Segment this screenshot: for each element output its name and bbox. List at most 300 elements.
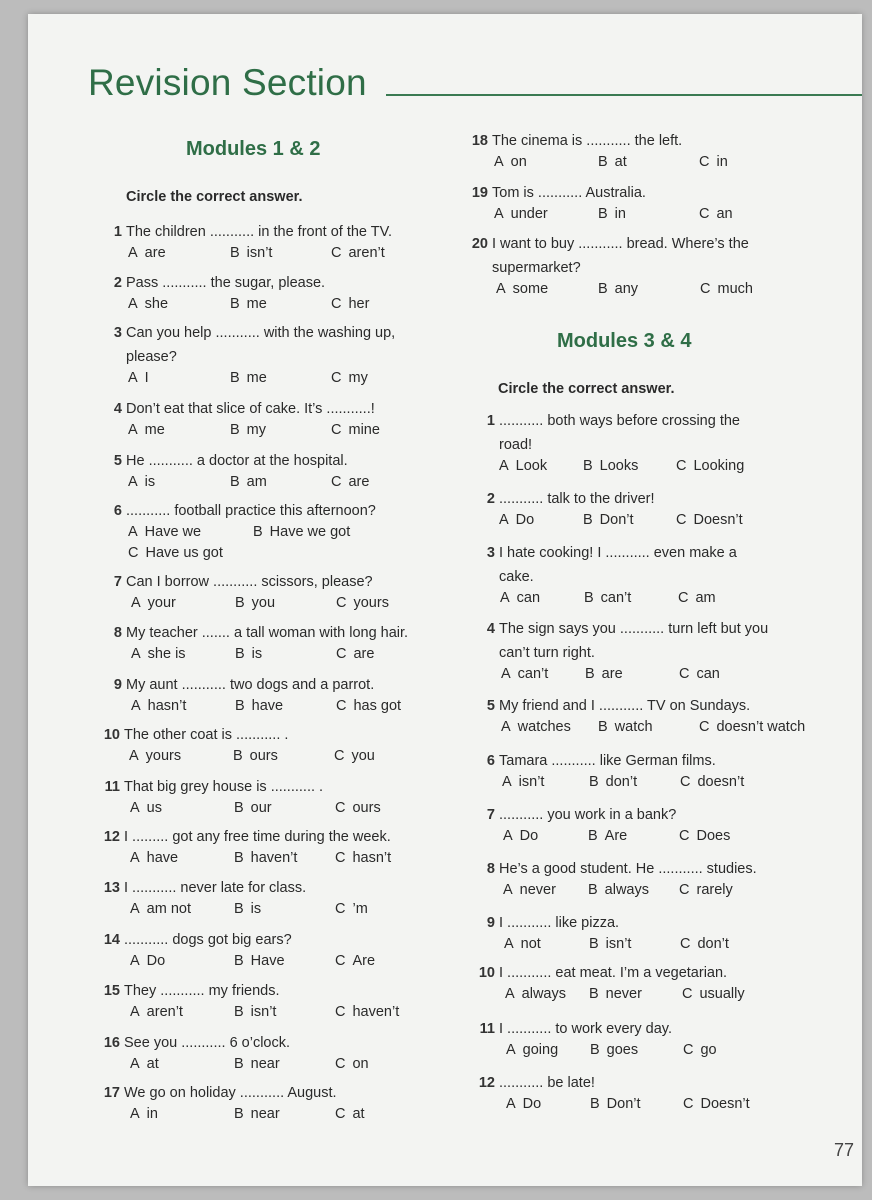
option-text: much <box>717 281 753 297</box>
answer-option-b[interactable] <box>230 419 266 442</box>
answer-option-a[interactable] <box>503 825 538 848</box>
answer-option-b[interactable] <box>234 950 285 973</box>
question-number: 20 <box>471 236 488 252</box>
option-text: on <box>352 1056 369 1072</box>
answer-option-b[interactable] <box>583 509 634 532</box>
option-text: her <box>348 296 370 312</box>
answer-option-a[interactable] <box>494 151 527 174</box>
answer-option-b[interactable] <box>234 847 297 870</box>
answer-option-a[interactable] <box>504 933 541 956</box>
question-number: 8 <box>113 625 122 641</box>
answer-option-a[interactable] <box>131 643 186 666</box>
answer-option-a[interactable] <box>128 471 155 494</box>
option-text: Do <box>146 953 166 969</box>
option-letter: B <box>234 1106 244 1122</box>
option-text: near <box>250 1106 280 1122</box>
option-text: goes <box>606 1042 639 1058</box>
option-text: have <box>146 850 179 866</box>
answer-option-c[interactable] <box>335 1103 365 1126</box>
answer-option-c[interactable] <box>680 933 729 956</box>
option-text: you <box>351 748 375 764</box>
answer-option-c[interactable] <box>335 1001 399 1024</box>
answer-option-a[interactable] <box>130 1053 159 1076</box>
option-letter: A <box>494 206 504 222</box>
question-text: My teacher ....... a tall woman with long hair. <box>126 625 409 641</box>
option-text: Are <box>604 828 628 844</box>
question-number: 7 <box>113 574 122 590</box>
answer-option-b[interactable] <box>233 745 278 768</box>
option-letter: A <box>128 422 138 438</box>
option-letter: A <box>130 1056 140 1072</box>
question-number: 13 <box>103 880 120 896</box>
option-letter: A <box>128 524 138 540</box>
option-letter: B <box>234 901 244 917</box>
option-text: am <box>695 590 716 606</box>
option-text: my <box>246 422 267 438</box>
question-text: please? <box>126 349 177 365</box>
answer-option-c[interactable] <box>700 278 753 301</box>
answer-option-c[interactable] <box>331 293 369 316</box>
answer-option-a[interactable] <box>130 1001 183 1024</box>
option-letter: A <box>131 646 141 662</box>
answer-option-a[interactable] <box>128 242 166 265</box>
option-letter: C <box>676 512 687 528</box>
option-letter: A <box>131 595 141 611</box>
option-text: near <box>250 1056 280 1072</box>
option-letter: A <box>128 370 138 386</box>
option-letter: A <box>499 458 509 474</box>
answer-option-a[interactable] <box>130 847 178 870</box>
answer-option-c[interactable] <box>682 983 745 1006</box>
option-letter: A <box>128 296 138 312</box>
option-text: me <box>246 370 267 386</box>
question-text: The children ........... in the front of the TV. <box>126 224 392 240</box>
option-text: in <box>716 154 728 170</box>
option-letter: B <box>235 595 245 611</box>
option-text: ours <box>352 800 381 816</box>
option-text: under <box>510 206 548 222</box>
answer-option-a[interactable] <box>501 663 548 686</box>
answer-option-c[interactable] <box>699 151 728 174</box>
question-number: 5 <box>486 698 495 714</box>
answer-option-c[interactable] <box>128 542 223 565</box>
answer-option-c[interactable] <box>334 745 375 768</box>
question-number: 9 <box>113 677 122 693</box>
answer-option-a[interactable] <box>506 1039 558 1062</box>
option-text: Have we got <box>269 524 351 540</box>
option-text: usually <box>699 986 745 1002</box>
question-text: supermarket? <box>492 260 581 276</box>
answer-option-c[interactable] <box>331 471 369 494</box>
answer-option-b[interactable] <box>230 471 267 494</box>
option-text: can’t <box>517 666 549 682</box>
option-letter: B <box>233 748 243 764</box>
answer-option-b[interactable] <box>590 1039 638 1062</box>
question-text: I ........... never late for class. <box>124 880 307 896</box>
option-text: Do <box>515 512 535 528</box>
option-text: are <box>144 245 166 261</box>
answer-option-a[interactable] <box>506 1093 541 1116</box>
option-text: Have us got <box>145 545 223 561</box>
option-text: on <box>510 154 527 170</box>
option-text: us <box>146 800 162 816</box>
option-text: am not <box>146 901 192 917</box>
option-letter: A <box>128 245 138 261</box>
answer-option-b[interactable] <box>584 587 631 610</box>
option-letter: C <box>679 828 690 844</box>
answer-option-c[interactable] <box>679 879 733 902</box>
question-number: 1 <box>486 413 495 429</box>
answer-option-b[interactable] <box>589 771 637 794</box>
answer-option-a[interactable] <box>130 898 191 921</box>
answer-option-c[interactable] <box>335 797 381 820</box>
answer-option-b[interactable] <box>230 367 267 390</box>
option-letter: B <box>230 296 240 312</box>
option-letter: C <box>682 986 693 1002</box>
question-number: 17 <box>103 1085 120 1101</box>
question-text: The cinema is ........... the left. <box>492 133 683 149</box>
option-text: not <box>520 936 541 952</box>
answer-option-b[interactable] <box>235 643 262 666</box>
answer-option-b[interactable] <box>234 797 272 820</box>
question-text: I ........... eat meat. I’m a vegetarian. <box>499 965 728 981</box>
answer-option-b[interactable] <box>583 455 638 478</box>
option-letter: B <box>230 474 240 490</box>
option-letter: B <box>235 698 245 714</box>
answer-option-a[interactable] <box>499 509 534 532</box>
option-text: Doesn’t <box>693 512 743 528</box>
answer-option-a[interactable] <box>499 455 547 478</box>
answer-option-a[interactable] <box>128 419 165 442</box>
option-letter: A <box>501 666 511 682</box>
option-text: your <box>147 595 176 611</box>
option-text: don’t <box>605 774 638 790</box>
option-letter: B <box>234 1056 244 1072</box>
answer-option-a[interactable] <box>130 1103 158 1126</box>
option-text: Look <box>515 458 548 474</box>
answer-option-a[interactable] <box>130 797 162 820</box>
option-letter: B <box>588 882 598 898</box>
question-text: That big grey house is ........... . <box>124 779 324 795</box>
option-letter: C <box>676 458 687 474</box>
answer-option-c[interactable] <box>678 587 716 610</box>
option-letter: A <box>499 512 509 528</box>
option-text: mine <box>348 422 380 438</box>
question-number: 6 <box>486 753 495 769</box>
answer-option-a[interactable] <box>128 293 168 316</box>
question-text: ........... dogs got big ears? <box>124 932 292 948</box>
question-number: 3 <box>486 545 495 561</box>
question-text: He’s a good student. He ........... studies. <box>499 861 757 877</box>
option-letter: C <box>699 154 710 170</box>
option-letter: A <box>506 1042 516 1058</box>
question-text: I hate cooking! I ........... even make a <box>499 545 737 561</box>
option-text: an <box>716 206 733 222</box>
option-letter: B <box>234 953 244 969</box>
option-letter: A <box>130 800 140 816</box>
option-letter: C <box>334 748 345 764</box>
question-number: 4 <box>113 401 122 417</box>
option-text: me <box>144 422 165 438</box>
question-number: 14 <box>103 932 120 948</box>
answer-option-c[interactable] <box>683 1093 750 1116</box>
option-letter: B <box>598 719 608 735</box>
answer-option-b[interactable] <box>585 663 623 686</box>
option-letter: C <box>679 882 690 898</box>
answer-option-b[interactable] <box>590 1093 641 1116</box>
question-number: 2 <box>486 491 495 507</box>
answer-option-c[interactable] <box>335 1053 369 1076</box>
option-text: doesn’t <box>697 774 745 790</box>
option-letter: B <box>234 850 244 866</box>
option-letter: A <box>128 474 138 490</box>
option-text: can’t <box>600 590 632 606</box>
question-number: 5 <box>113 453 122 469</box>
answer-option-a[interactable] <box>128 521 201 544</box>
question-text: ........... you work in a bank? <box>499 807 677 823</box>
option-text: yours <box>145 748 182 764</box>
option-text: are <box>601 666 623 682</box>
answer-option-a[interactable] <box>496 278 548 301</box>
option-letter: C <box>678 590 689 606</box>
question-number: 11 <box>479 1021 495 1037</box>
option-text: I <box>144 370 149 386</box>
answer-option-a[interactable] <box>505 983 566 1006</box>
answer-option-c[interactable] <box>331 367 368 390</box>
answer-option-b[interactable] <box>598 203 626 226</box>
question-number: 4 <box>486 621 495 637</box>
answer-option-a[interactable] <box>131 592 176 615</box>
answer-option-c[interactable] <box>335 898 368 921</box>
option-text: am <box>246 474 267 490</box>
answer-option-c[interactable] <box>331 242 385 265</box>
answer-option-a[interactable] <box>130 950 165 973</box>
option-text: has got <box>353 698 402 714</box>
answer-option-b[interactable] <box>588 825 627 848</box>
answer-option-c[interactable] <box>699 203 733 226</box>
answer-option-c[interactable] <box>336 695 401 718</box>
option-letter: C <box>683 1042 694 1058</box>
option-letter: A <box>503 882 513 898</box>
answer-option-b[interactable] <box>598 151 627 174</box>
option-letter: C <box>679 666 690 682</box>
option-text: you <box>251 595 276 611</box>
option-text: Are <box>352 953 376 969</box>
question-text: can’t turn right. <box>499 645 595 661</box>
answer-option-c[interactable] <box>335 847 391 870</box>
question-text: Can I borrow ........... scissors, please? <box>126 574 373 590</box>
option-letter: B <box>234 1004 244 1020</box>
question-text: We go on holiday ........... August. <box>124 1085 337 1101</box>
option-letter: C <box>335 901 346 917</box>
option-letter: A <box>130 901 140 917</box>
option-letter: C <box>699 719 710 735</box>
option-text: rarely <box>696 882 733 898</box>
option-text: aren’t <box>146 1004 183 1020</box>
question-number: 3 <box>113 325 122 341</box>
option-text: isn’t <box>246 245 273 261</box>
option-text: never <box>605 986 642 1002</box>
answer-option-b[interactable] <box>598 278 638 301</box>
option-text: always <box>604 882 649 898</box>
option-text: is <box>250 901 262 917</box>
question-number: 1 <box>113 224 122 240</box>
answer-option-b[interactable] <box>234 1103 280 1126</box>
section-instruction: Circle the correct answer. <box>498 381 675 397</box>
answer-option-c[interactable] <box>679 663 720 686</box>
answer-option-a[interactable] <box>129 745 181 768</box>
section-instruction: Circle the correct answer. <box>126 189 303 205</box>
option-letter: A <box>130 1004 140 1020</box>
answer-option-c[interactable] <box>699 716 805 739</box>
answer-option-c[interactable] <box>679 825 730 848</box>
answer-option-a[interactable] <box>500 587 540 610</box>
answer-option-a[interactable] <box>501 716 571 739</box>
option-text: any <box>614 281 639 297</box>
option-letter: A <box>506 1096 516 1112</box>
option-text: isn’t <box>518 774 545 790</box>
option-text: don’t <box>697 936 729 952</box>
option-text: can <box>696 666 720 682</box>
option-text: can <box>516 590 541 606</box>
option-letter: C <box>700 281 711 297</box>
question-number: 7 <box>486 807 495 823</box>
option-letter: C <box>331 474 342 490</box>
answer-option-b[interactable] <box>234 1053 280 1076</box>
option-letter: B <box>589 986 599 1002</box>
option-text: never <box>519 882 556 898</box>
page-number: 77 <box>834 1140 855 1160</box>
option-letter: C <box>336 698 347 714</box>
question-text: ........... talk to the driver! <box>499 491 655 507</box>
option-letter: B <box>234 800 244 816</box>
option-text: hasn’t <box>352 850 392 866</box>
question-text: ........... both ways before crossing the <box>499 413 740 429</box>
option-letter: B <box>589 936 599 952</box>
option-letter: C <box>699 206 710 222</box>
answer-option-b[interactable] <box>234 898 261 921</box>
question-text: See you ........... 6 o’clock. <box>124 1035 291 1051</box>
question-number: 8 <box>486 861 495 877</box>
option-letter: C <box>128 545 139 561</box>
option-text: are <box>348 474 370 490</box>
option-text: she <box>144 296 169 312</box>
answer-option-a[interactable] <box>494 203 548 226</box>
answer-option-c[interactable] <box>676 455 744 478</box>
answer-option-a[interactable] <box>131 695 186 718</box>
option-text: is <box>251 646 263 662</box>
answer-option-c[interactable] <box>331 419 380 442</box>
answer-option-b[interactable] <box>230 293 267 316</box>
option-text: Don’t <box>599 512 634 528</box>
answer-option-a[interactable] <box>502 771 544 794</box>
answer-option-c[interactable] <box>680 771 744 794</box>
answer-option-c[interactable] <box>336 643 374 666</box>
option-letter: A <box>496 281 506 297</box>
answer-option-b[interactable] <box>598 716 653 739</box>
option-letter: C <box>680 936 691 952</box>
option-letter: A <box>130 953 140 969</box>
option-letter: C <box>336 646 347 662</box>
option-letter: C <box>680 774 691 790</box>
answer-option-b[interactable] <box>588 879 649 902</box>
question-number: 11 <box>104 779 120 795</box>
question-text: Tamara ........... like German films. <box>499 753 716 769</box>
option-text: yours <box>353 595 389 611</box>
answer-option-b[interactable] <box>230 242 272 265</box>
option-letter: C <box>683 1096 694 1112</box>
option-text: me <box>246 296 267 312</box>
question-text: I ........... to work every day. <box>499 1021 672 1037</box>
option-text: Have <box>250 953 285 969</box>
question-text: ........... football practice this afternoon? <box>126 503 376 519</box>
title-rule <box>386 94 862 96</box>
answer-option-b[interactable] <box>589 933 631 956</box>
answer-option-c[interactable] <box>336 592 389 615</box>
option-text: at <box>146 1056 159 1072</box>
question-number: 6 <box>113 503 122 519</box>
option-text: isn’t <box>250 1004 277 1020</box>
option-letter: C <box>331 370 342 386</box>
option-text: going <box>522 1042 559 1058</box>
answer-option-c[interactable] <box>335 950 375 973</box>
option-letter: B <box>253 524 263 540</box>
section-heading: Modules 3 & 4 <box>557 330 692 352</box>
answer-option-b[interactable] <box>234 1001 276 1024</box>
option-letter: A <box>130 850 140 866</box>
option-letter: B <box>585 666 595 682</box>
question-text: Don’t eat that slice of cake. It’s ...........! <box>126 401 375 417</box>
question-text: I want to buy ........... bread. Where’s the <box>492 236 749 252</box>
question-text: The other coat is ........... . <box>124 727 289 743</box>
option-letter: C <box>335 1106 346 1122</box>
page-title: Revision Section <box>88 62 367 103</box>
option-text: my <box>348 370 368 386</box>
answer-option-c[interactable] <box>683 1039 717 1062</box>
option-letter: A <box>131 698 141 714</box>
question-number: 10 <box>103 727 120 743</box>
answer-option-a[interactable] <box>503 879 556 902</box>
question-text: I ......... got any free time during the week. <box>124 829 391 845</box>
option-text: is <box>144 474 156 490</box>
question-number: 16 <box>103 1035 120 1051</box>
question-number: 10 <box>478 965 495 981</box>
option-letter: B <box>590 1096 600 1112</box>
option-text: Don’t <box>606 1096 641 1112</box>
option-letter: A <box>500 590 510 606</box>
answer-option-a[interactable] <box>128 367 149 390</box>
answer-option-b[interactable] <box>235 592 275 615</box>
question-number: 18 <box>471 133 488 149</box>
option-text: doesn’t watch <box>716 719 806 735</box>
question-number: 19 <box>471 185 488 201</box>
option-text: Does <box>696 828 731 844</box>
question-text: My aunt ........... two dogs and a parrot. <box>126 677 375 693</box>
option-letter: C <box>335 1056 346 1072</box>
option-letter: C <box>331 296 342 312</box>
question-text: road! <box>499 437 533 453</box>
answer-option-b[interactable] <box>253 521 350 544</box>
option-letter: B <box>598 206 608 222</box>
question-number: 9 <box>486 915 495 931</box>
option-text: at <box>614 154 627 170</box>
answer-option-b[interactable] <box>589 983 642 1006</box>
answer-option-b[interactable] <box>235 695 283 718</box>
question-text: cake. <box>499 569 534 585</box>
option-text: she is <box>147 646 186 662</box>
option-letter: C <box>335 850 346 866</box>
answer-option-c[interactable] <box>676 509 743 532</box>
